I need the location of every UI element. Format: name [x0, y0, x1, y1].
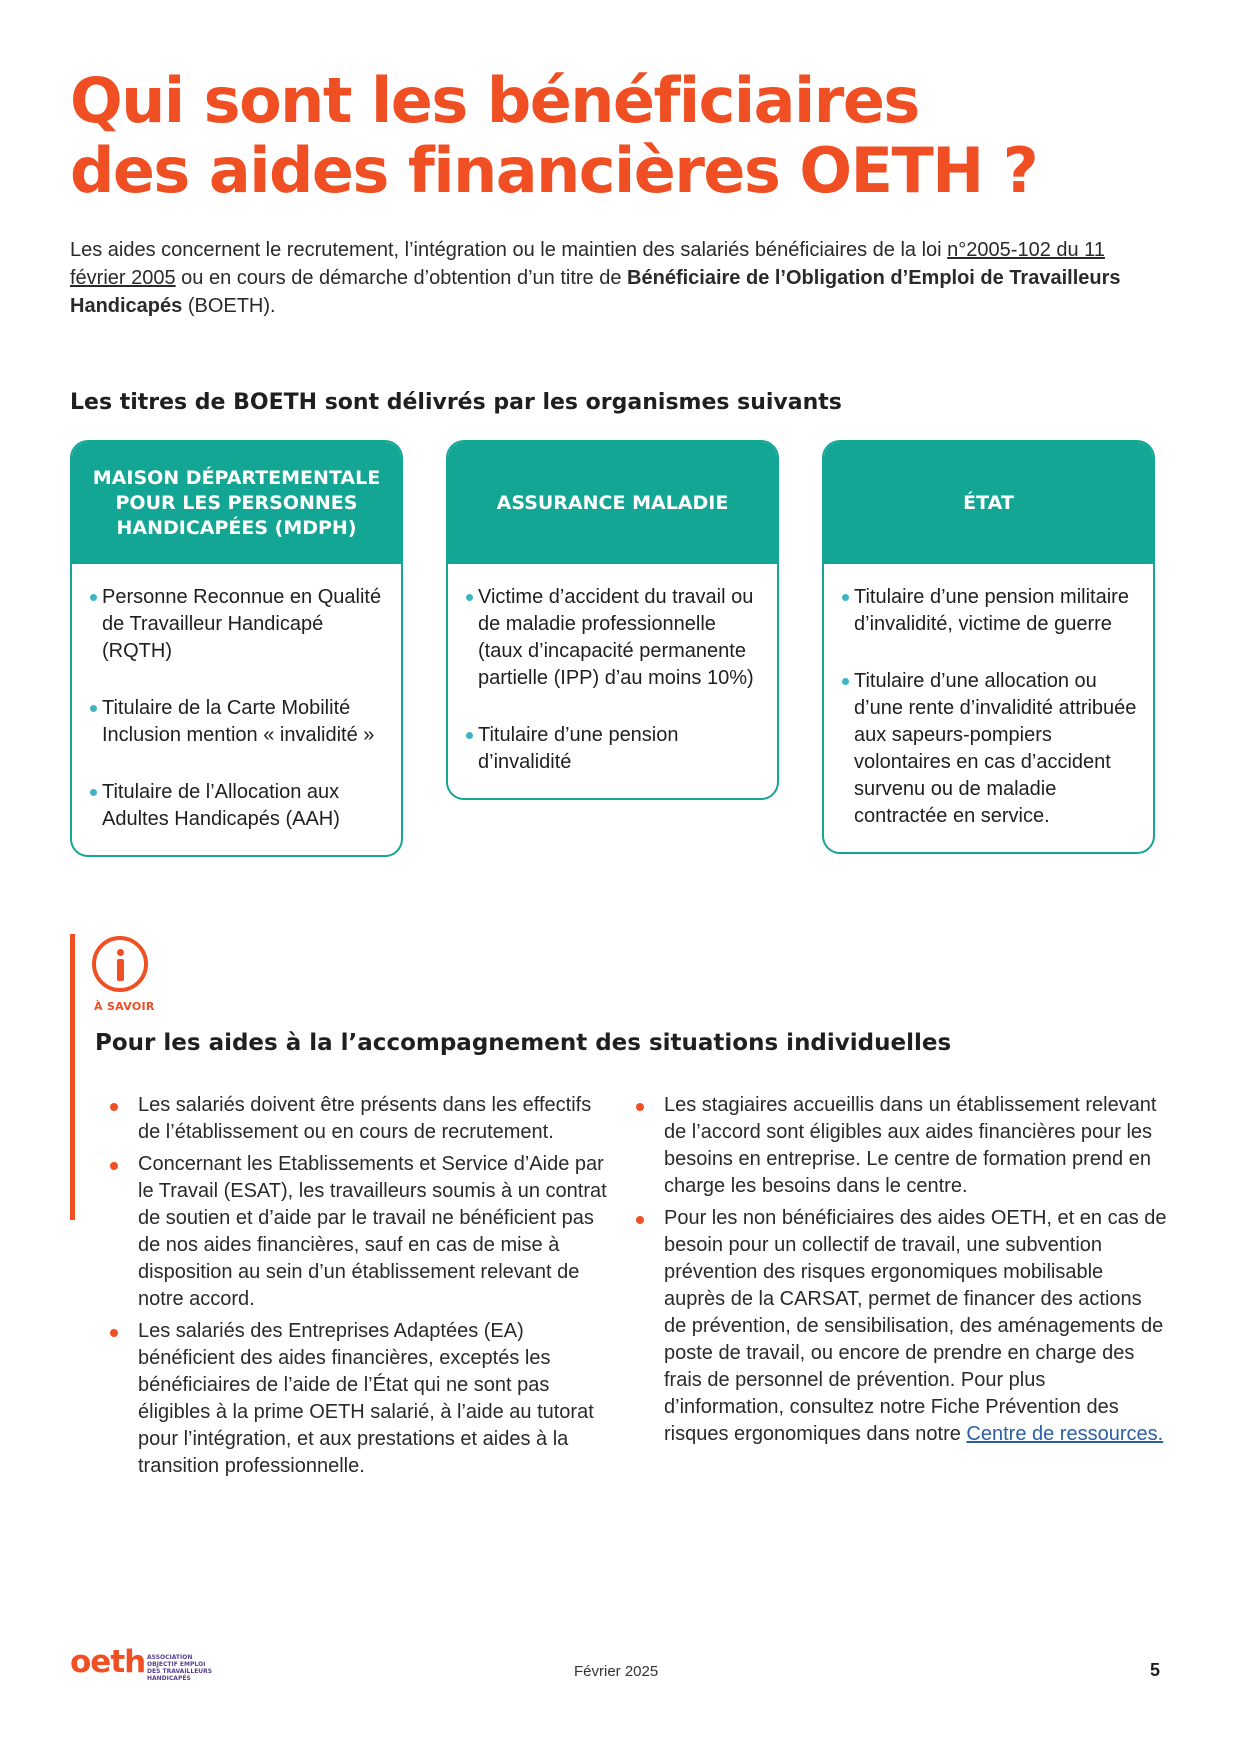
law-link[interactable]: n°2005-102 du 11 février 2005 — [70, 239, 1105, 289]
title-line-2: des aides financières OETH ? — [70, 134, 1038, 207]
list-item: Titulaire de la Carte Mobilité Inclusion mention « invalidité » — [90, 695, 385, 749]
list-item: Personne Reconnue en Qualité de Travailleur Handicapé (RQTH) — [90, 584, 385, 665]
logo-subtitle: ASSOCIATION OBJECTIF EMPLOI DES TRAVAILLEURS HANDICAPÉS — [147, 1654, 213, 1682]
info-list-right — [634, 1092, 1168, 1453]
card-title: ÉTAT — [824, 442, 1153, 564]
list-item: Titulaire de l’Allocation aux Adultes Handicapés (AAH) — [90, 779, 385, 833]
intro-paragraph: Les aides concernent le recrutement, l’intégration ou le maintien des salariés bénéficiaires de la loi n°2005-102 du 11 février 2005 ou en cours de démarche d’obtention d’un titre de Bénéficiaire de l’Obligation d’Emploi de Travailleurs Handicapés (BOETH). — [70, 239, 1121, 317]
list-item: Concernant les Etablissements et Service d’Aide par le Travail (ESAT), les travailleurs soumis à un contrat de soutien et d’aide par le travail ne bénéficient pas de nos aides financières, sauf en cas de mise à disposition au sein d’un établissement relevant de notre accord. — [108, 1151, 608, 1313]
card-title: MAISON DÉPARTEMENTALE POUR LES PERSONNES HANDICAPÉES (MDPH) — [72, 442, 401, 564]
title-line-1: Qui sont les bénéficiaires — [70, 64, 919, 137]
info-accent-bar — [70, 934, 75, 1220]
list-item: Titulaire d’une pension militaire d’invalidité, victime de guerre — [842, 584, 1137, 638]
footer-date: Février 2025 — [574, 1663, 659, 1680]
page-title — [70, 66, 1170, 206]
boeth-definition: Bénéficiaire de l’Obligation d’Emploi de Travailleurs Handicapés — [70, 267, 1121, 317]
list-item: Les stagiaires accueillis dans un établissement relevant de l’accord sont éligibles aux aides financières pour les besoins en entreprise. Le centre de formation prend en charge les besoins dans le centre. — [634, 1092, 1168, 1200]
list-item: Titulaire d’une allocation ou d’une rente d’invalidité attribuée aux sapeurs-pompiers volontaires en cas d’accident survenu ou de maladie contractée en service. — [842, 668, 1137, 830]
resources-link[interactable]: Centre de ressources. — [966, 1423, 1164, 1445]
card-list — [448, 564, 777, 798]
page-number: 5 — [1150, 1660, 1161, 1680]
card-list — [824, 564, 1153, 852]
card-mdph — [70, 440, 403, 857]
logo-wordmark: oeth — [70, 1644, 146, 1680]
list-item: Les salariés doivent être présents dans les effectifs de l’établissement ou en cours de recrutement. — [108, 1092, 608, 1146]
card-etat — [822, 440, 1155, 854]
card-list — [72, 564, 401, 855]
info-title: Pour les aides à la l’accompagnement des situations individuelles — [95, 1030, 952, 1056]
list-item: Les salariés des Entreprises Adaptées (EA) bénéficient des aides financières, exceptés les bénéficiaires de l’aide de l’État qui ne sont pas éligibles à la prime OETH salarié, à l’aide au tutorat pour l’intégration, et aux prestations et aides à la transition professionnelle. — [108, 1318, 608, 1480]
info-circle-icon — [92, 936, 148, 992]
list-item: Victime d’accident du travail ou de maladie professionnelle (taux d’incapacité permanente partielle (IPP) d’au moins 10%) — [466, 584, 761, 692]
list-item: Titulaire d’une pension d’invalidité — [466, 722, 761, 776]
card-assurance-maladie — [446, 440, 779, 800]
info-list-left — [108, 1092, 608, 1485]
a-savoir-label: À SAVOIR — [94, 1000, 155, 1013]
oeth-logo — [70, 1644, 213, 1686]
card-title: ASSURANCE MALADIE — [448, 442, 777, 564]
organisms-subtitle: Les titres de BOETH sont délivrés par les organismes suivants — [70, 390, 842, 415]
list-item: Pour les non bénéficiaires des aides OETH, et en cas de besoin pour un collectif de travail, une subvention prévention des risques ergonomiques mobilisable auprès de la CARSAT, permet de financer des actions de prévention, de sensibilisation, des aménagements de poste de travail, ou encore de prendre en charge des frais de personnel de prévention. Pour plus d’information, consultez notre Fiche Prévention des risques ergonomiques dans notre Centre de ressources. — [634, 1205, 1168, 1448]
